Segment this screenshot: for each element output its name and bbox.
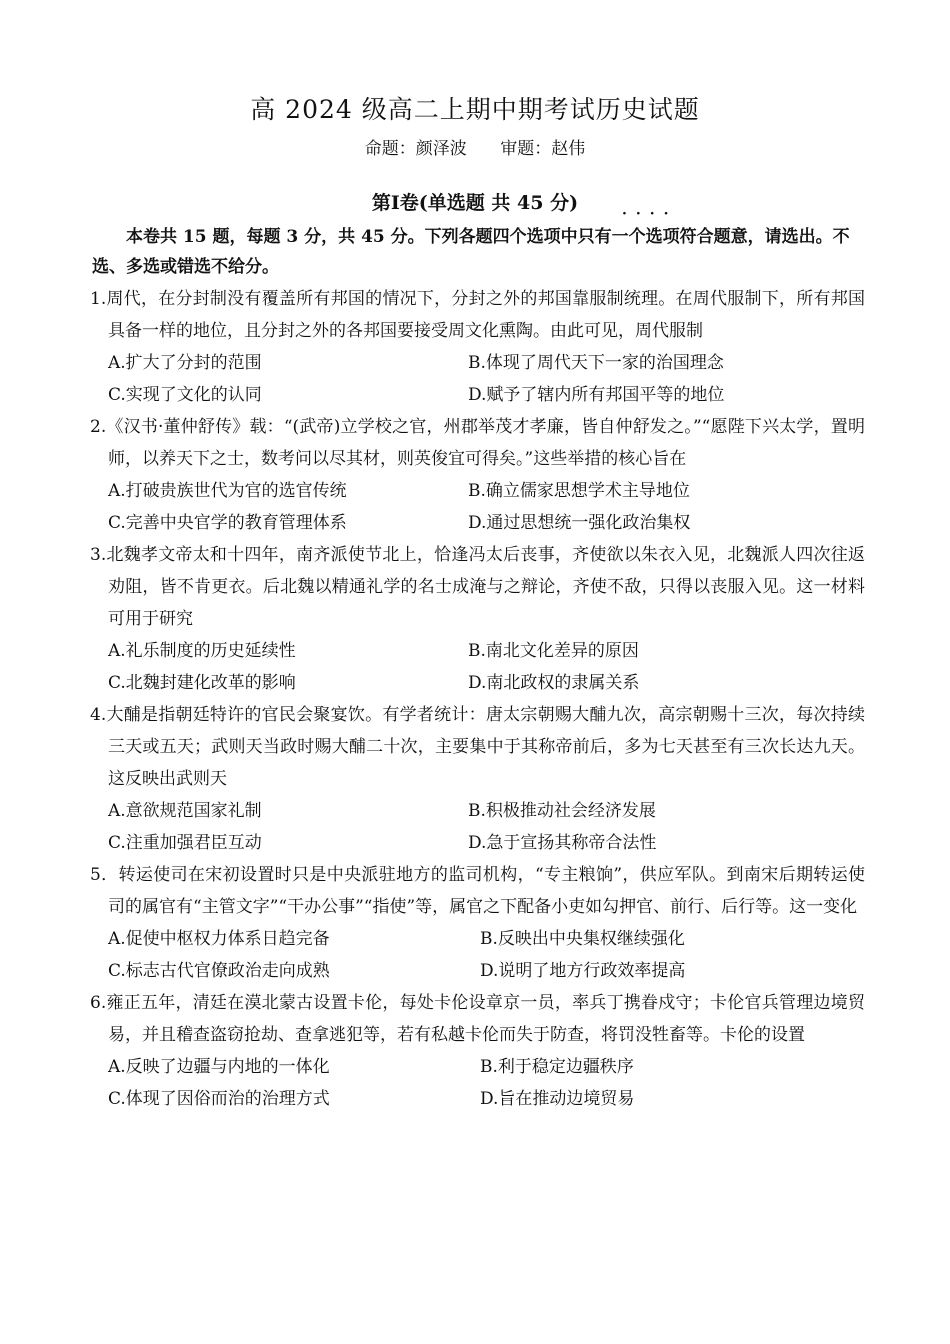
- section-heading: 第Ⅰ卷(单选题 共 45 分): [371, 192, 579, 214]
- option-b: B.南北文化差异的原因: [468, 641, 639, 661]
- option-b: B.体现了周代天下一家的治国理念: [468, 353, 724, 373]
- option-c: C.完善中央官学的教育管理体系: [108, 513, 347, 533]
- option-b: B.确立儒家思想学术主导地位: [468, 481, 690, 501]
- question-3: [90, 539, 865, 699]
- option-b: B.反映出中央集权继续强化: [480, 929, 685, 949]
- question-6: [90, 987, 865, 1115]
- question-stem: 1.周代，在分封制没有覆盖所有邦国的情况下，分封之外的邦国靠服制统理。在周代服制下，所有邦国具备一样的地位，且分封之外的各邦国要接受周文化熏陶。由此可见，周代服制: [90, 289, 865, 341]
- question-options: [108, 923, 865, 987]
- option-d: D.说明了地方行政效率提高: [480, 961, 686, 981]
- question-options: [108, 475, 865, 539]
- option-c: C.体现了因俗而治的治理方式: [108, 1089, 330, 1109]
- option-d: D.赋予了辖内所有邦国平等的地位: [468, 385, 725, 405]
- question-stem: 4.大酺是指朝廷特许的官民会聚宴饮。有学者统计：唐太宗朝赐大酺九次，高宗朝赐十三次，每次持续三天或五天；武则天当政时赐大酺二十次，主要集中于其称帝前后，多为七天甚至有三次长达九天。这反映出武则天: [90, 705, 865, 789]
- emphasis-dots: ····: [622, 206, 678, 222]
- option-a: A.礼乐制度的历史延续性: [108, 641, 296, 661]
- section-instructions: 本卷共 15 题，每题 3 分，共 45 分。下列各题四个选项中只有一个选项符合题意，请选出。不选、多选或错选不给分。: [92, 227, 850, 277]
- option-c: C.标志古代官僚政治走向成熟: [108, 961, 330, 981]
- exam-credits: [0, 134, 950, 159]
- question-options: [108, 347, 865, 411]
- question-stem: 2.《汉书·董仲舒传》载：“(武帝)立学校之官，州郡举茂才孝廉，皆自仲舒发之。”“愿陛下兴太学，置明师，以养天下之士，数考问以尽其材，则英俊宜可得矣。”这些举措的核心旨在: [90, 417, 865, 469]
- question-options: [108, 1051, 865, 1115]
- exam-title: 高 2024 级高二上期中期考试历史试题: [250, 95, 700, 124]
- option-b: B.利于稳定边疆秩序: [480, 1057, 634, 1077]
- option-a: A.打破贵族世代为官的选官传统: [108, 481, 347, 501]
- question-2: [90, 411, 865, 539]
- option-c: C.注重加强君臣互动: [108, 833, 262, 853]
- author-credit: 命题：颜泽波: [364, 139, 467, 159]
- option-a: A.意欲规范国家礼制: [108, 801, 262, 821]
- option-c: C.实现了文化的认同: [108, 385, 262, 405]
- option-a: A.反映了边疆与内地的一体化: [108, 1057, 330, 1077]
- option-d: D.旨在推动边境贸易: [480, 1089, 635, 1109]
- option-d: D.急于宣扬其称帝合法性: [468, 833, 657, 853]
- option-d: D.南北政权的隶属关系: [468, 673, 640, 693]
- question-list: [0, 283, 950, 1115]
- option-b: B.积极推动社会经济发展: [468, 801, 656, 821]
- question-4: [90, 699, 865, 859]
- question-options: [108, 795, 865, 859]
- option-a: A.促使中枢权力体系日趋完备: [108, 929, 330, 949]
- question-stem: 3.北魏孝文帝太和十四年，南齐派使节北上，恰逢冯太后丧事，齐使欲以朱衣入见，北魏派人四次往返劝阻，皆不肯更衣。后北魏以精通礼学的名士成淹与之辩论，齐使不敌，只得以丧服入见。这一材料可用于研究: [90, 545, 865, 629]
- option-c: C.北魏封建化改革的影响: [108, 673, 296, 693]
- question-stem: 5．转运使司在宋初设置时只是中央派驻地方的监司机构，“专主粮饷”，供应军队。到南宋后期转运使司的属官有“主管文字”“干办公事”“指使”等，属官之下配备小吏如勾押官、前行、后行等。这一变化: [90, 865, 865, 917]
- reviewer-credit: 审题：赵伟: [500, 139, 586, 159]
- option-d: D.通过思想统一强化政治集权: [468, 513, 691, 533]
- question-1: [90, 283, 865, 411]
- option-a: A.扩大了分封的范围: [108, 353, 262, 373]
- question-options: [108, 635, 865, 699]
- question-stem: 6.雍正五年，清廷在漠北蒙古设置卡伦，每处卡伦设章京一员，率兵丁携眷戍守；卡伦官兵管理边境贸易，并且稽查盗窃抢劫、查拿逃犯等，若有私越卡伦而失于防查，将罚没牲畜等。卡伦的设置: [90, 993, 865, 1045]
- question-5: [90, 859, 865, 987]
